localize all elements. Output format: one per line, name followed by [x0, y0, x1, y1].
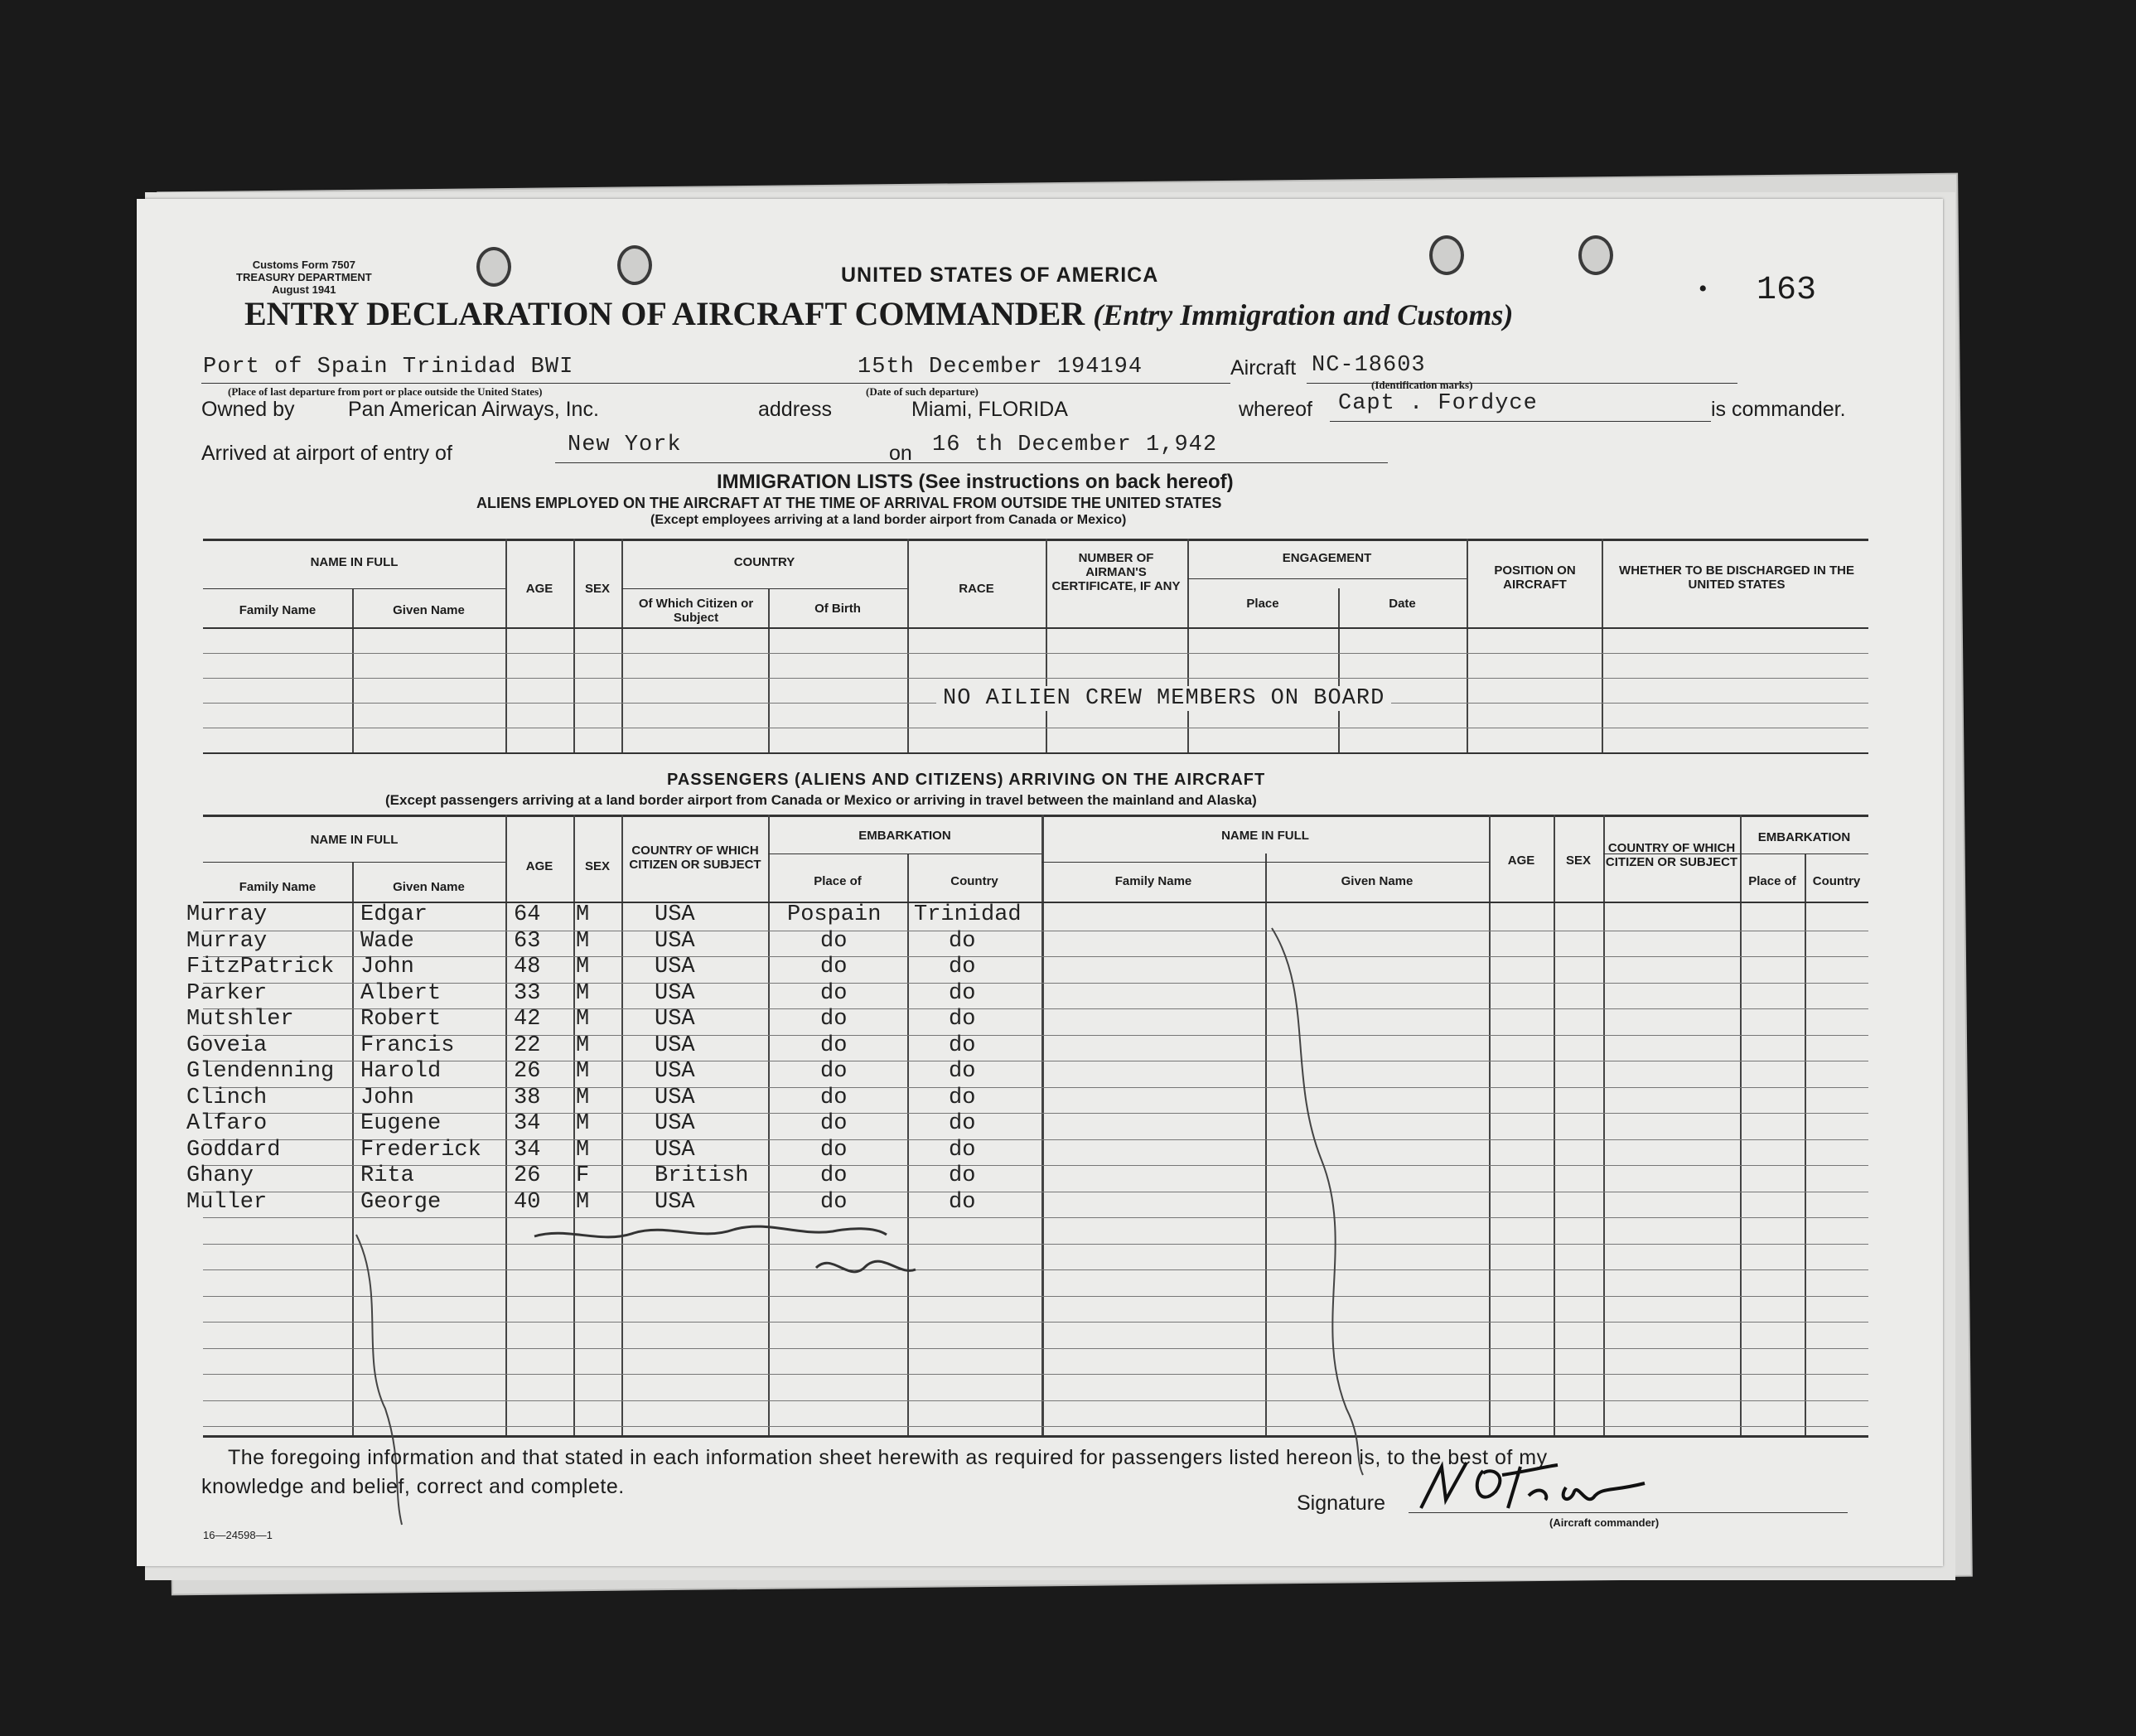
passenger-given-name: Frederick: [360, 1137, 481, 1163]
passenger-embarkation-place: do: [820, 928, 848, 954]
crew-col-discharged: WHETHER TO BE DISCHARGED IN THE UNITED STATES: [1619, 563, 1854, 592]
pass-col-citizen: COUNTRY OF WHICH CITIZEN OR SUBJECT: [629, 844, 761, 872]
passenger-given-name: Edgar: [360, 902, 428, 927]
passenger-age: 48: [514, 955, 541, 979]
passenger-given-name: George: [360, 1189, 442, 1215]
crew-col-age: AGE: [525, 582, 553, 596]
crew-col-position: POSITION ON AIRCRAFT: [1494, 563, 1576, 592]
pass-col-age: AGE: [525, 859, 553, 873]
passengers-note: (Except passengers arriving at a land border airport from Canada or Mexico or arriving in travel between the mainland and Alaska): [385, 792, 1257, 808]
pass-col-name: NAME IN FULL: [310, 833, 399, 847]
owned-label: Owned by: [201, 398, 295, 421]
country-heading: UNITED STATES OF AMERICA: [841, 264, 1159, 287]
form-number: Customs Form 7507: [252, 259, 355, 271]
on-label: on: [889, 442, 912, 465]
passenger-citizenship: USA: [655, 1111, 695, 1136]
commander-name: Capt . Fordyce: [1338, 391, 1538, 416]
passenger-embarkation-country: do: [949, 1163, 976, 1188]
crew-remark: NO AILIEN CREW MEMBERS ON BOARD: [936, 686, 1391, 711]
pass-col-place: Place of: [814, 874, 862, 888]
crew-col-place: Place: [1246, 597, 1279, 611]
passenger-family-name: Parker: [186, 980, 268, 1006]
crew-col-birth: Of Birth: [814, 602, 861, 616]
passenger-given-name: Harold: [360, 1059, 442, 1084]
footer-code: 16—24598—1: [203, 1529, 273, 1541]
departure-date: 15th December 194194: [858, 355, 1143, 380]
passenger-given-name: Albert: [360, 980, 442, 1006]
crew-col-country: COUNTRY: [733, 555, 795, 569]
commander-suffix: is commander.: [1711, 398, 1846, 421]
crew-col-date: Date: [1389, 597, 1416, 611]
passenger-embarkation-place: Pospain: [787, 902, 882, 927]
passenger-given-name: Robert: [360, 1007, 442, 1032]
crew-col-given: Given Name: [393, 603, 465, 617]
immigration-title: IMMIGRATION LISTS (See instructions on back hereof): [717, 471, 1234, 493]
passenger-family-name: Ghany: [186, 1163, 254, 1188]
arrival-port: New York: [568, 433, 682, 457]
pass-col-given: Given Name: [393, 880, 465, 894]
page-number: 163: [1757, 272, 1817, 309]
passenger-embarkation-place: do: [820, 1163, 848, 1188]
handwritten-scribble: [816, 1261, 916, 1272]
passenger-sex: M: [576, 980, 590, 1006]
departure-port: Port of Spain Trinidad BWI: [203, 355, 574, 380]
passenger-sex: M: [576, 1032, 590, 1058]
passenger-embarkation-place: do: [820, 980, 848, 1006]
pass2-col-citizen: COUNTRY OF WHICH CITIZEN OR SUBJECT: [1605, 841, 1738, 869]
crew-col-sex: SEX: [584, 582, 610, 596]
passenger-citizenship: USA: [655, 1085, 695, 1110]
passenger-age: 40: [514, 1189, 541, 1215]
form-title-sub: (Entry Immigration and Customs): [1093, 298, 1514, 331]
passenger-age: 22: [514, 1032, 541, 1058]
passenger-family-name: Murray: [186, 928, 268, 954]
signature-label: Signature: [1297, 1492, 1386, 1515]
passenger-given-name: Rita: [360, 1163, 414, 1188]
dot-mark: •: [1699, 275, 1708, 302]
passenger-citizenship: USA: [655, 980, 695, 1006]
pen-line: [1272, 928, 1363, 1475]
crew-col-name: NAME IN FULL: [310, 555, 399, 569]
passenger-sex: M: [576, 1189, 590, 1215]
passenger-citizenship: British: [655, 1163, 749, 1188]
passenger-age: 34: [514, 1111, 541, 1136]
passenger-family-name: Muller: [186, 1189, 268, 1215]
passenger-age: 33: [514, 980, 541, 1006]
passenger-family-name: FitzPatrick: [186, 955, 335, 979]
signature-caption: (Aircraft commander): [1549, 1516, 1660, 1529]
passenger-sex: M: [576, 1137, 590, 1163]
pass2-col-given: Given Name: [1341, 874, 1414, 888]
signature-stroke: [1421, 1463, 1645, 1508]
passenger-sex: M: [576, 1059, 590, 1084]
pass-col-sex: SEX: [584, 859, 610, 873]
pass2-col-country: Country: [1812, 874, 1861, 888]
handwritten-scribble: [534, 1226, 887, 1237]
passenger-sex: M: [576, 902, 590, 927]
passenger-embarkation-place: do: [820, 1059, 848, 1084]
crew-col-race: RACE: [959, 582, 994, 596]
departure-caption: (Place of last departure from port or place outside the United States): [228, 385, 543, 398]
passenger-citizenship: USA: [655, 928, 695, 954]
passenger-sex: M: [576, 928, 590, 954]
passenger-sex: M: [576, 1085, 590, 1110]
statement-line-2: knowledge and belief, correct and complete.: [201, 1475, 625, 1498]
passenger-embarkation-country: do: [949, 980, 976, 1006]
pass2-col-family: Family Name: [1114, 874, 1192, 888]
passenger-family-name: Glendenning: [186, 1059, 335, 1084]
passenger-sex: M: [576, 1007, 590, 1032]
passenger-embarkation-place: do: [820, 1007, 848, 1032]
pass2-col-age: AGE: [1507, 853, 1535, 868]
passenger-embarkation-country: do: [949, 1032, 976, 1058]
passenger-embarkation-country: do: [949, 955, 976, 979]
passenger-age: 26: [514, 1059, 541, 1084]
form-date: August 1941: [272, 283, 336, 296]
passenger-age: 26: [514, 1163, 541, 1188]
crew-col-family: Family Name: [239, 603, 317, 617]
passenger-embarkation-place: do: [820, 1189, 848, 1215]
passenger-age: 38: [514, 1085, 541, 1110]
passenger-family-name: Goddard: [186, 1137, 281, 1163]
passenger-embarkation-country: do: [949, 1189, 976, 1215]
passenger-given-name: Eugene: [360, 1111, 442, 1136]
address-label: address: [758, 398, 832, 421]
passenger-sex: M: [576, 955, 590, 979]
pass2-col-embarkation: EMBARKATION: [1757, 830, 1851, 844]
pass2-col-place: Place of: [1748, 874, 1796, 888]
passenger-embarkation-country: Trinidad: [914, 902, 1022, 927]
entry-declaration-form: [137, 199, 1943, 1566]
passenger-given-name: John: [360, 955, 414, 979]
passenger-given-name: Francis: [360, 1032, 455, 1058]
pass-col-embarkation: EMBARKATION: [858, 829, 951, 843]
passenger-embarkation-place: do: [820, 1111, 848, 1136]
passenger-embarkation-place: do: [820, 1137, 848, 1163]
passenger-family-name: Alfaro: [186, 1111, 268, 1136]
marks-caption: (Identification marks): [1371, 379, 1473, 391]
address: Miami, FLORIDA: [911, 398, 1068, 421]
crew-col-citizen: Of Which Citizen or Subject: [638, 597, 754, 625]
passenger-family-name: Murray: [186, 902, 268, 927]
passenger-embarkation-country: do: [949, 1059, 976, 1084]
passenger-citizenship: USA: [655, 1007, 695, 1032]
crew-col-certificate: NUMBER OF AIRMAN'S CERTIFICATE, IF ANY: [1051, 551, 1181, 593]
pass-col-family: Family Name: [239, 880, 317, 894]
passengers-title: PASSENGERS (ALIENS AND CITIZENS) ARRIVING ON THE AIRCRAFT: [667, 771, 1266, 789]
passenger-embarkation-country: do: [949, 1085, 976, 1110]
passenger-age: 42: [514, 1007, 541, 1032]
form-title-main: ENTRY DECLARATION OF AIRCRAFT COMMANDER: [244, 295, 1085, 332]
pass2-col-name: NAME IN FULL: [1221, 829, 1309, 843]
aircraft-marks: NC-18603: [1312, 353, 1426, 378]
passenger-embarkation-place: do: [820, 1085, 848, 1110]
passenger-embarkation-place: do: [820, 1032, 848, 1058]
immigration-subtitle: ALIENS EMPLOYED ON THE AIRCRAFT AT THE TIME OF ARRIVAL FROM OUTSIDE THE UNITED STATES: [476, 495, 1222, 511]
department: TREASURY DEPARTMENT: [236, 271, 372, 283]
passenger-age: 64: [514, 902, 541, 927]
commander-signature: [1404, 1450, 1670, 1516]
statement-line-1: The foregoing information and that stated in each information sheet herewith as required for passengers listed hereon is, to the best of my: [228, 1446, 1548, 1469]
passenger-citizenship: USA: [655, 1032, 695, 1058]
aircraft-label: Aircraft: [1230, 356, 1297, 380]
owner: Pan American Airways, Inc.: [348, 398, 599, 421]
passenger-family-name: Clinch: [186, 1085, 268, 1110]
passenger-family-name: Goveia: [186, 1032, 268, 1058]
passenger-embarkation-country: do: [949, 1111, 976, 1136]
immigration-note: (Except employees arriving at a land border airport from Canada or Mexico): [650, 513, 1127, 527]
passenger-given-name: Wade: [360, 928, 414, 954]
passenger-citizenship: USA: [655, 1059, 695, 1084]
passenger-citizenship: USA: [655, 902, 695, 927]
passenger-citizenship: USA: [655, 1189, 695, 1215]
whereof-label: whereof: [1239, 398, 1312, 421]
passenger-family-name: Mutshler: [186, 1007, 294, 1032]
passenger-embarkation-country: do: [949, 1007, 976, 1032]
passenger-embarkation-country: do: [949, 928, 976, 954]
passenger-embarkation-country: do: [949, 1137, 976, 1163]
pass-col-country: Country: [950, 874, 998, 888]
arrived-label: Arrived at airport of entry of: [201, 442, 452, 465]
passenger-embarkation-place: do: [820, 955, 848, 979]
passenger-citizenship: USA: [655, 955, 695, 979]
passenger-sex: M: [576, 1111, 590, 1136]
passenger-citizenship: USA: [655, 1137, 695, 1163]
pass2-col-sex: SEX: [1565, 853, 1591, 868]
passenger-sex: F: [576, 1163, 590, 1188]
crew-col-engagement: ENGAGEMENT: [1282, 551, 1372, 565]
passenger-age: 63: [514, 928, 541, 954]
handwriting-marks: [137, 199, 1943, 1566]
passenger-given-name: John: [360, 1085, 414, 1110]
date-caption: (Date of such departure): [866, 385, 979, 398]
passenger-age: 34: [514, 1137, 541, 1163]
arrival-date: 16 th December 1,942: [932, 433, 1218, 457]
